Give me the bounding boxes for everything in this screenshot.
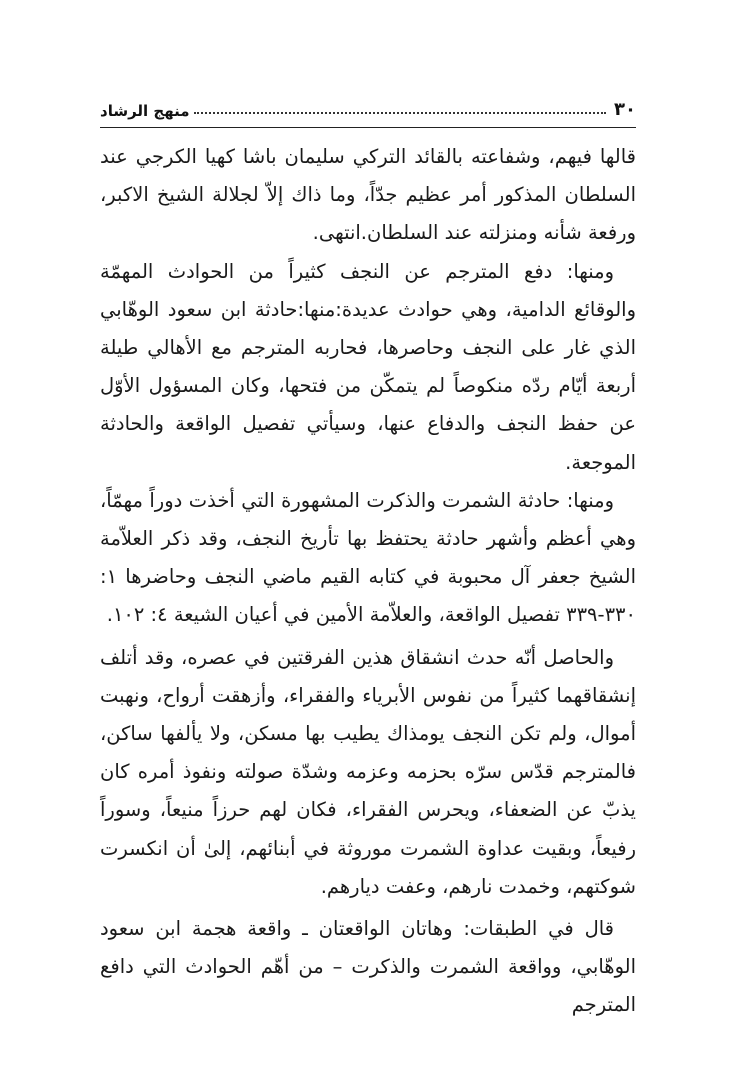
paragraph-continuation: قالها فيهم، وشفاعته بالقائد التركي سليمان باشا كهيا الكرجي عند السلطان المذكور أمر عظيم جدّاً، وما ذاك إلاّ لجلالة الشيخ الاكبر، ورفعة شأنه ومنزلته عند السلطان.انتهى. [100, 145, 636, 245]
running-head [100, 90, 636, 120]
paragraph-conclusion: والحاصل أنّه حدث انشقاق هذين الفرقتين في عصره، وقد أتلف إنشقاقهما كثيراً من نفوس الأبرياء والفقراء، وأزهقت أرواح، ونهبت أموال، ولم تكن النجف يومذاك يطيب بها مسكن، ولا يألفها ساكن، فالمترجم قدّس سرّه بحزمه وعزمه وشدّة صولته ونفوذ أمره كان يذبّ عن الضعفاء، ويحرس الفقراء، فكان لهم حرزاً منيعاً، وسوراً رفيعاً، وبقيت عداوة الشمرت موروثة في أبنائهم، إلىٰ أن انكسرت شوكتهم، وخمدت نارهم، وعفت ديارهم. [100, 645, 636, 898]
paragraph-tabaqat-quote: قال في الطبقات: وهاتان الواقعتان ـ واقعة هجمة ابن سعود الوهّابي، وواقعة الشمرت والذكرت – من أهّم الحوادث التي دافع المترجم [100, 917, 636, 1017]
dot-leader [194, 112, 606, 114]
body-text [100, 138, 636, 1025]
book-title: منهج الرشاد [100, 102, 190, 120]
paragraph-shamrat-zakart: ومنها: حادثة الشمرت والذكرت المشهورة التي أخذت دوراً مهمّاً، وهي أعظم وأشهر حادثة يحتفظ بها تأريخ النجف، وقد ذكر العلاّمة الشيخ جعفر آل محبوبة في كتابه القيم ماضي النجف وحاضرها ١: ٣٣٠-٣٣٩ تفصيل الواقعة، والعلاّمة الأمين في أعيان الشيعة ٤: ١٠٢. [100, 488, 636, 627]
paragraph-najaf-defense: ومنها: دفع المترجم عن النجف كثيراً من الحوادث المهمّة والوقائع الدامية، وهي حوادث عديدة:منها:حادثة ابن سعود الوهّابي الذي غار على النجف وحاصرها، فحاربه المترجم مع الأهالي طيلة أربعة أيّام ردّه منكوصاً لم يتمكّن من فتحها، وكان المسؤول الأوّل عن حفظ النجف والدفاع عنها، وسيأتي تفصيل الواقعة والحادثة الموجعة. [100, 259, 636, 474]
page-number: ٣٠ [614, 99, 636, 120]
header-rule [100, 127, 636, 128]
